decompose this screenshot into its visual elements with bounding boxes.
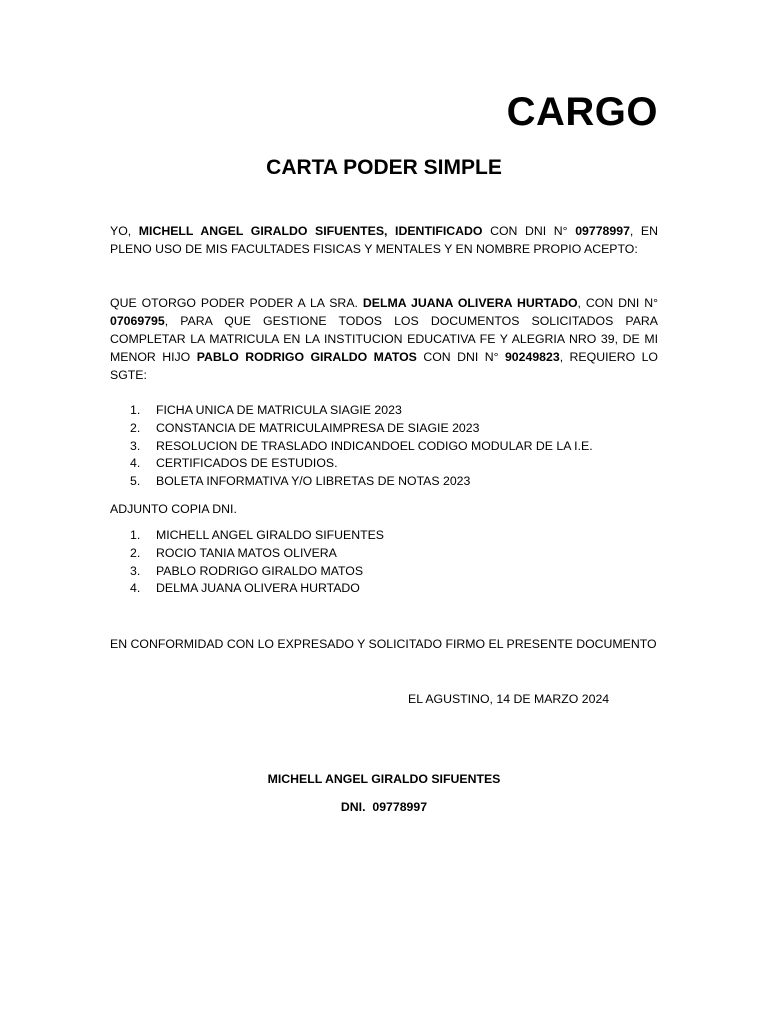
cargo-stamp: CARGO xyxy=(506,90,658,134)
authorization-paragraph xyxy=(110,294,658,384)
p2-text-4: CON DNI N° xyxy=(416,350,505,364)
grantor-name: MICHELL ANGEL GIRALDO SIFUENTES, IDENTIFICADO xyxy=(138,224,483,238)
signature-dni: DNI. 09778997 xyxy=(340,800,428,814)
requirements-list xyxy=(130,402,593,491)
place-date: EL AGUSTINO, 14 DE MARZO 2024 xyxy=(408,692,610,706)
minor-name: PABLO RODRIGO GIRALDO MATOS xyxy=(196,350,417,364)
p2-text-5: , REQUIERO LO SGTE: xyxy=(110,350,658,382)
list-item: 4. CERTIFICADOS DE ESTUDIOS. xyxy=(130,456,338,471)
list-item: 1. FICHA UNICA DE MATRICULA SIAGIE 2023 xyxy=(130,403,402,417)
document-title: CARTA PODER SIMPLE xyxy=(266,156,502,179)
signature-name: MICHELL ANGEL GIRALDO SIFUENTES xyxy=(267,772,501,786)
list-item: 4. DELMA JUANA OLIVERA HURTADO xyxy=(130,581,360,596)
p2-text-1: QUE OTORGO PODER PODER A LA SRA. xyxy=(110,296,363,310)
p1-text-3: , EN PLENO USO DE MIS FACULTADES FISICAS Y MENTALES Y EN NOMBRE PROPIO ACEPTO: xyxy=(110,224,659,256)
conformity-statement: EN CONFORMIDAD CON LO EXPRESADO Y SOLICITADO FIRMO EL PRESENTE DOCUMENTO xyxy=(110,637,657,651)
attorney-name: DELMA JUANA OLIVERA HURTADO xyxy=(362,296,578,310)
grantor-dni: 09778997 xyxy=(575,224,630,238)
list-item: 2. CONSTANCIA DE MATRICULAIMPRESA DE SIAGIE 2023 xyxy=(130,420,480,435)
p2-text-2: , CON DNI N° xyxy=(577,296,659,310)
p1-text-1: YO, xyxy=(110,224,139,238)
attachments-list xyxy=(130,527,384,598)
list-item: 5. BOLETA INFORMATIVA Y/O LIBRETAS DE NOTAS 2023 xyxy=(130,474,471,489)
declaration-paragraph xyxy=(110,222,658,258)
minor-dni: 90249823 xyxy=(504,350,560,364)
p2-text-3: , PARA QUE GESTIONE TODOS LOS DOCUMENTOS SOLICITADOS PARA COMPLETAR LA MATRICULA EN LA INSTITUCION EDUCATIVA FE Y ALEGRIA NRO 39, DE MI MENOR HIJO xyxy=(110,314,658,364)
attachments-label: ADJUNTO COPIA DNI. xyxy=(110,502,237,516)
list-item: 3. PABLO RODRIGO GIRALDO MATOS xyxy=(130,563,364,578)
p1-text-2: CON DNI N° xyxy=(482,224,576,238)
list-item: 2. ROCIO TANIA MATOS OLIVERA xyxy=(130,545,337,560)
list-item: 3. RESOLUCION DE TRASLADO INDICANDOEL CODIGO MODULAR DE LA I.E. xyxy=(130,438,593,453)
list-item: 1. MICHELL ANGEL GIRALDO SIFUENTES xyxy=(130,528,385,542)
attorney-dni: 07069795 xyxy=(110,314,165,328)
